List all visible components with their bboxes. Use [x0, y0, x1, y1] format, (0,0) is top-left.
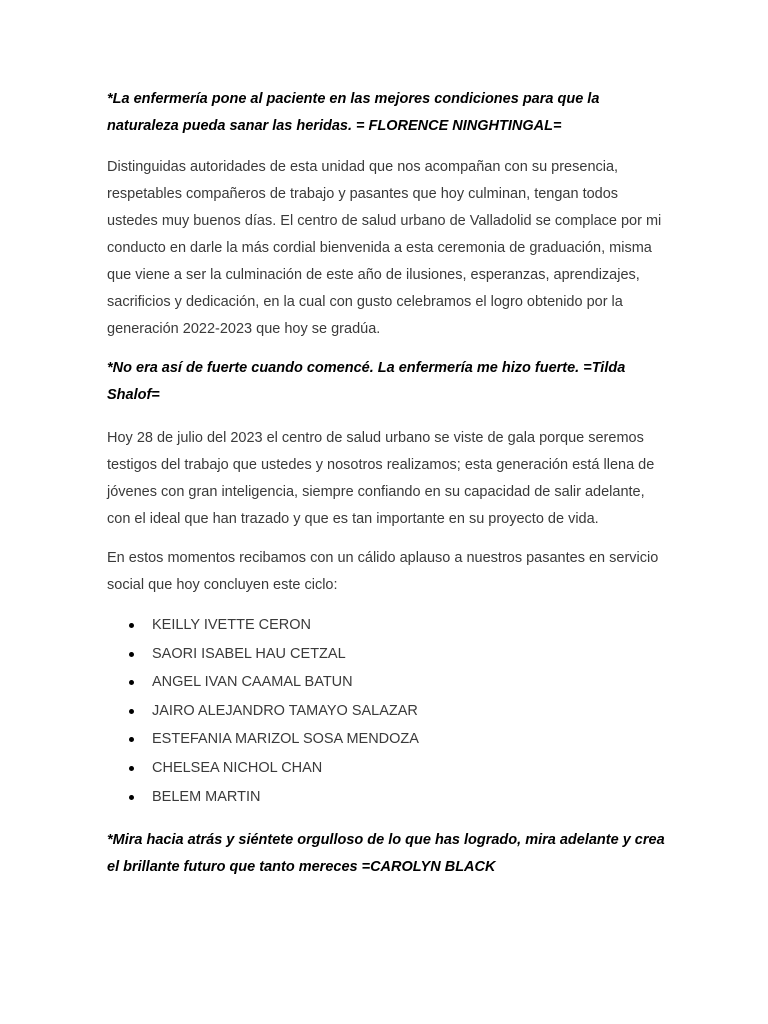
bullet-icon [129, 795, 134, 800]
list-item [107, 668, 667, 697]
bullet-icon [129, 652, 134, 657]
graduate-name: SAORI ISABEL HAU CETZAL [152, 645, 346, 662]
list-item [107, 754, 667, 783]
graduate-name: ESTEFANIA MARIZOL SOSA MENDOZA [152, 731, 419, 748]
bullet-icon [129, 766, 134, 771]
graduate-name: CHELSEA NICHOL CHAN [152, 759, 323, 776]
graduates-list [107, 611, 667, 811]
list-item [107, 640, 667, 669]
document-page [107, 86, 667, 881]
ceremony-paragraph: Hoy 28 de julio del 2023 el centro de salud urbano se viste de gala porque seremos testigos del trabajo que ustedes y nosotros realizamos; esta generación está llena de jóvenes con gran inteligencia, siempre confiando en su capacidad de salir adelante, con el ideal que han trazado y que es tan importante en su proyecto de vida. [107, 430, 655, 527]
quote-tilda-shalof: *No era así de fuerte cuando comencé. La enfermería me hizo fuerte. =Tilda Shalof= [107, 360, 626, 403]
welcome-paragraph: Distinguidas autoridades de esta unidad que nos acompañan con su presencia, respetables compañeros de trabajo y pasantes que hoy culminan, tengan todos ustedes muy buenos días. El centro de salud urbano de Valladolid se complace por mi conducto en darle la más cordial bienvenida a esta ceremonia de graduación, misma que viene a ser la culminación de este año de ilusiones, esperanzas, aprendizajes, sacrificios y dedicación, en la cual con gusto celebramos el logro obtenido por la generación 2022-2023 que hoy se gradúa. [107, 159, 662, 337]
list-item [107, 725, 667, 754]
graduate-name: BELEM MARTIN [152, 788, 261, 805]
bullet-icon [129, 623, 134, 628]
bullet-icon [129, 709, 134, 714]
bullet-icon [129, 737, 134, 742]
quote-florence-nightingale: *La enfermería pone al paciente en las mejores condiciones para que la naturaleza pueda sanar las heridas. = FLORENCE NINGHTINGAL= [107, 91, 600, 134]
list-item [107, 611, 667, 640]
graduate-name: KEILLY IVETTE CERON [152, 617, 312, 633]
list-item [107, 783, 667, 812]
bullet-icon [129, 680, 134, 685]
graduate-name: ANGEL IVAN CAAMAL BATUN [152, 674, 353, 691]
list-item [107, 697, 667, 726]
applause-paragraph: En estos momentos recibamos con un cálido aplauso a nuestros pasantes en servicio social que hoy concluyen este ciclo: [107, 550, 659, 593]
graduate-name: JAIRO ALEJANDRO TAMAYO SALAZAR [152, 702, 418, 719]
quote-carolyn-black: *Mira hacia atrás y siéntete orgulloso de lo que has logrado, mira adelante y crea el brillante futuro que tanto mereces =CAROLYN BLACK [107, 832, 665, 876]
